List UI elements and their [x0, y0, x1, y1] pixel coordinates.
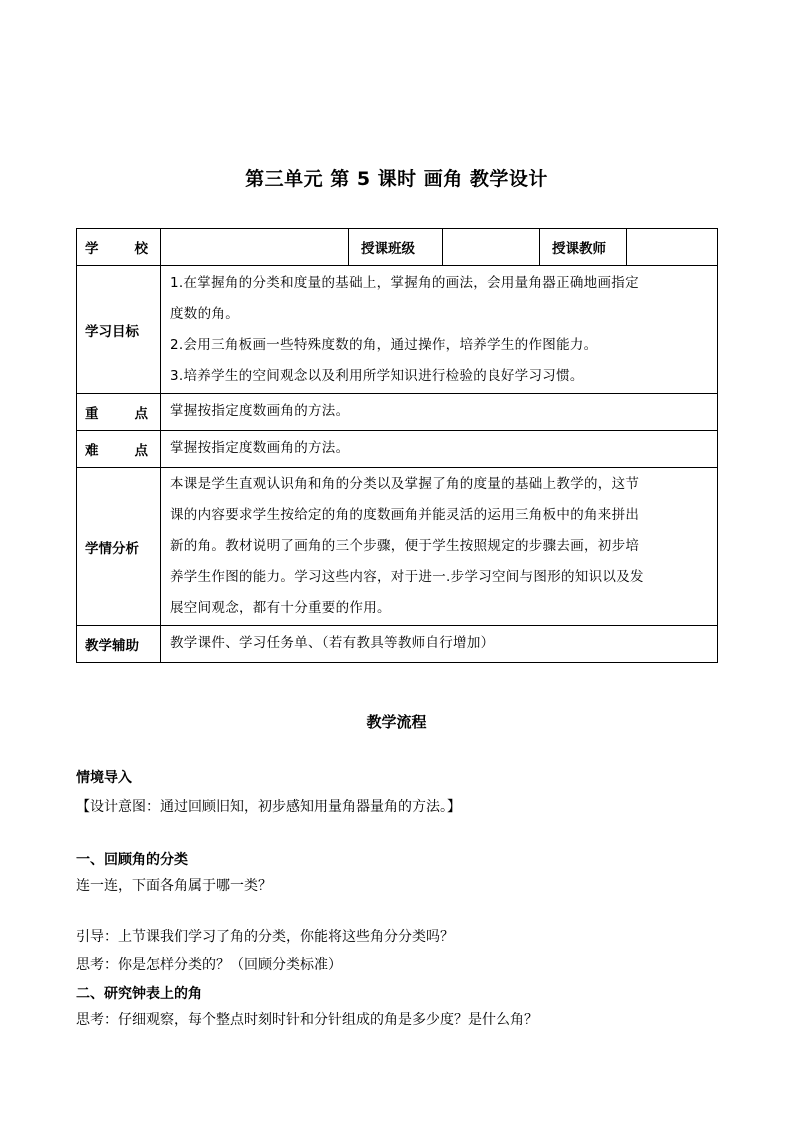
section-2-heading: 二、研究钟表上的角	[76, 986, 202, 1002]
analysis-row	[77, 468, 718, 626]
aids-label: 教学辅助	[77, 626, 161, 663]
analysis-line-4: 养学生作图的能力。学习这些内容，对于进一.步学习空间与图形的知识以及发	[170, 569, 644, 585]
class-value-cell[interactable]	[443, 229, 540, 266]
document-title: 第三单元 第 5 课时 画角 教学设计	[245, 168, 548, 190]
analysis-cell	[161, 468, 718, 626]
analysis-line-3: 新的角。教材说明了画角的三个步骤，便于学生按照规定的步骤去画，初步培	[170, 538, 640, 554]
school-label-cell	[77, 229, 161, 266]
lesson-info-table	[76, 228, 718, 663]
goal-line-3: 2.会用三角板画一些特殊度数的角，通过操作，培养学生的作图能力。	[170, 336, 598, 353]
analysis-line-5: 展空间观念，都有十分重要的作用。	[170, 600, 391, 616]
goal-line-4: 3.培养学生的空间观念以及利用所学知识进行检验的良好学习习惯。	[170, 367, 584, 384]
intro-intent: 【设计意图：通过回顾旧知，初步感知用量角器量角的方法。】	[76, 799, 461, 815]
teacher-label: 授课教师	[540, 229, 627, 266]
section-1-line-3: 思考：你是怎样分类的？（回顾分类标准）	[76, 957, 342, 973]
section-2-line-1: 思考：仔细观察，每个整点时刻时针和分针组成的角是多少度？是什么角？	[76, 1012, 538, 1028]
section-1-line-1: 连一连，下面各角属于哪一类？	[76, 878, 272, 894]
school-label-b: 校	[134, 241, 148, 257]
goal-line-2: 度数的角。	[170, 305, 239, 322]
aids-value: 教学课件、学习任务单、（若有教具等教师自行增加）	[161, 626, 718, 663]
section-1-heading: 一、回顾角的分类	[76, 852, 188, 868]
school-label-a: 学	[85, 241, 99, 257]
goals-cell	[161, 266, 718, 394]
intro-heading: 情境导入	[76, 770, 132, 786]
class-label: 授课班级	[349, 229, 443, 266]
goals-label: 学习目标	[77, 266, 161, 394]
key-point-value: 掌握按指定度数画角的方法。	[161, 394, 718, 431]
teacher-value-cell[interactable]	[627, 229, 718, 266]
difficulty-label-a: 难	[85, 443, 99, 459]
key-point-label-cell	[77, 394, 161, 431]
aids-row	[77, 626, 718, 663]
difficulty-row	[77, 431, 718, 468]
header-row	[77, 229, 718, 266]
goals-row	[77, 266, 718, 394]
difficulty-label-cell	[77, 431, 161, 468]
key-point-label-b: 点	[134, 406, 148, 422]
difficulty-value: 掌握按指定度数画角的方法。	[161, 431, 718, 468]
analysis-line-1: 本课是学生直观认识角和角的分类以及掌握了角的度量的基础上教学的，这节	[170, 476, 640, 492]
section-1-line-2: 引导：上节课我们学习了角的分类，你能将这些角分分类吗？	[76, 929, 454, 945]
difficulty-label-b: 点	[134, 443, 148, 459]
goal-line-1: 1.在掌握角的分类和度量的基础上，掌握角的画法，会用量角器正确地画指定	[170, 274, 639, 291]
analysis-line-2: 课的内容要求学生按给定的角的度数画角并能灵活的运用三角板中的角来拼出	[170, 507, 640, 523]
analysis-label: 学情分析	[77, 468, 161, 626]
flow-title: 教学流程	[366, 713, 427, 731]
school-value-cell[interactable]	[161, 229, 349, 266]
key-point-row	[77, 394, 718, 431]
key-point-label-a: 重	[85, 406, 99, 422]
